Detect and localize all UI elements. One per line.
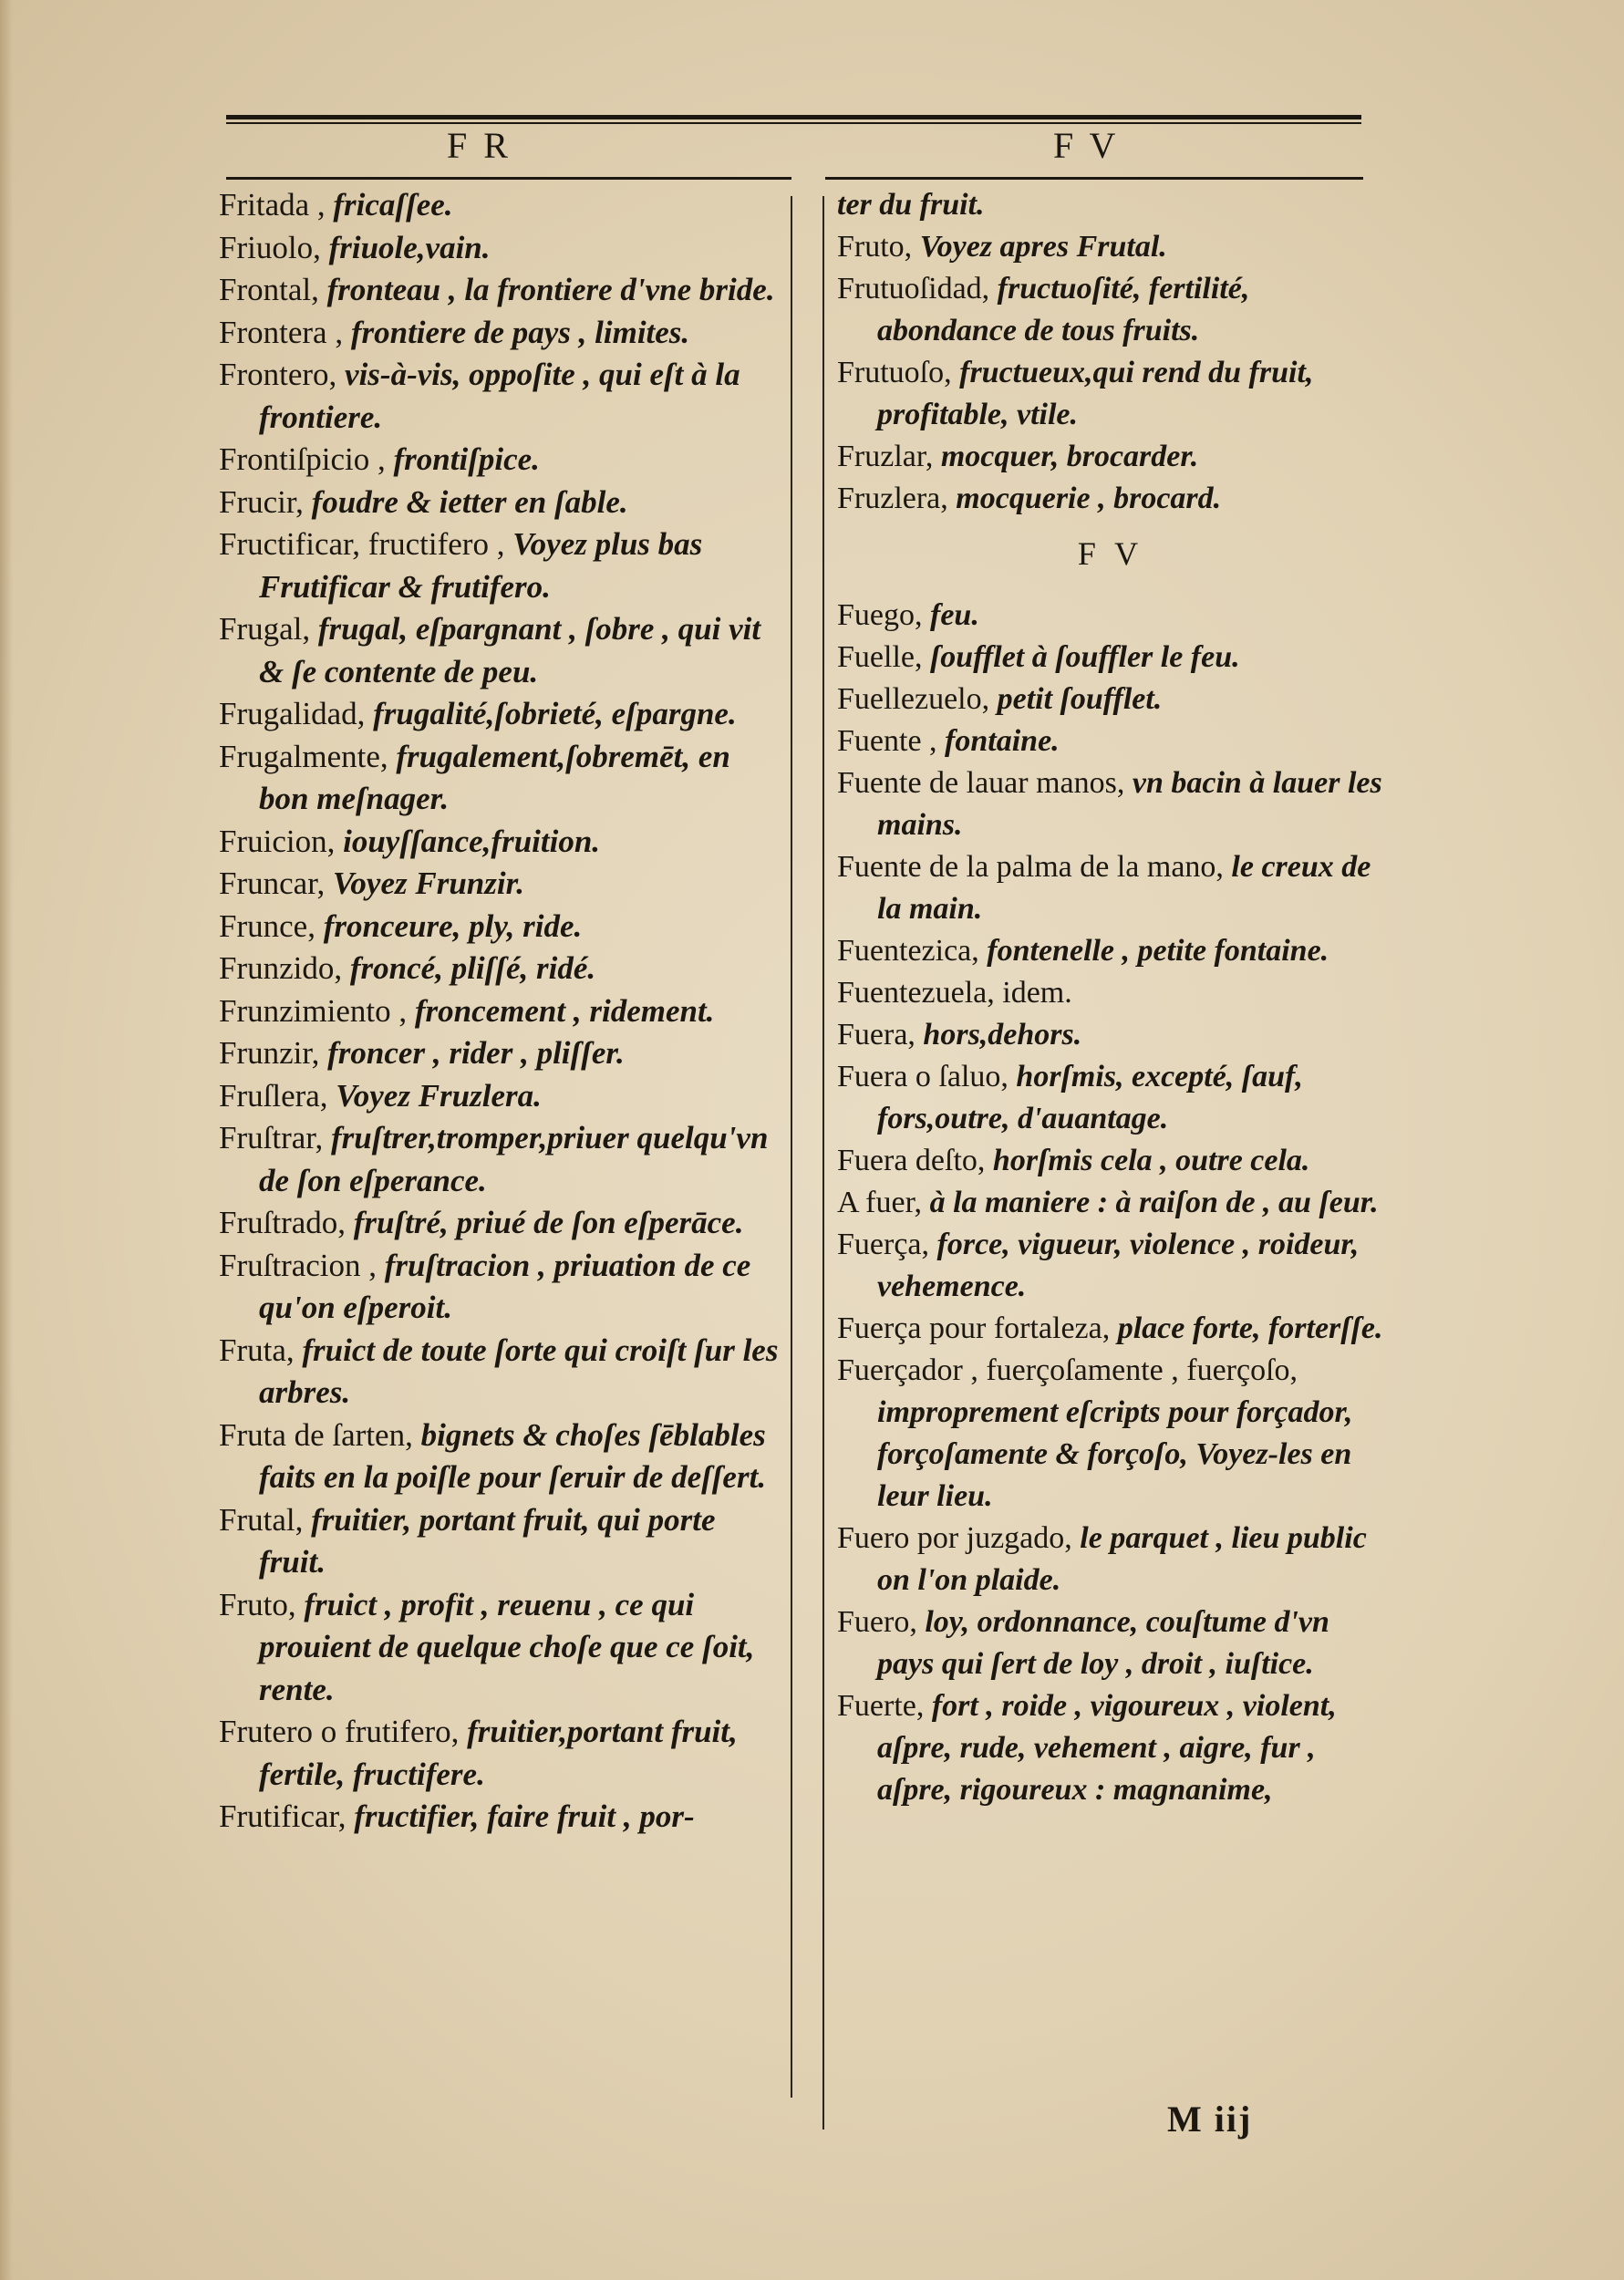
entry-definition: friuole,vain. — [328, 229, 491, 265]
entry-definition: hors,dehors. — [923, 1018, 1082, 1052]
dictionary-entry — [837, 846, 1384, 930]
entry-headword: Fuellezuelo, — [837, 682, 990, 716]
entry-definition: fruitier,portant fruit, fertile, fructifere. — [259, 1714, 738, 1792]
dictionary-entry — [837, 1140, 1384, 1182]
dictionary-entry — [837, 1685, 1384, 1811]
dictionary-entry — [219, 1202, 784, 1245]
entry-headword: Fuera o ſaluo, — [837, 1060, 1009, 1093]
entry-definition: fontaine. — [945, 724, 1060, 758]
entry-definition: ter du fruit. — [837, 188, 985, 222]
dictionary-entry — [837, 1350, 1384, 1518]
entry-headword: Fuerça, — [837, 1228, 930, 1261]
entry-definition: loy, ordonnance, couſtume d'vn pays qui ſert de loy , droit , iuſtice. — [877, 1605, 1329, 1681]
entry-headword: Fruzlar, — [837, 440, 934, 473]
entry-headword: Fuente de lauar manos, — [837, 766, 1125, 800]
entry-headword: Friuolo, — [219, 229, 321, 265]
entry-headword: Frontero, — [219, 357, 337, 392]
entry-headword: Frutuoſidad, — [837, 272, 990, 306]
dictionary-entry — [837, 436, 1384, 478]
entry-definition: fruict , profit , reuenu , ce qui prouient de quelque choſe que ce ſoit, rente. — [259, 1586, 755, 1707]
dictionary-entry — [219, 1499, 784, 1584]
entry-definition: fruſtré, priué de ſon eſperāce. — [353, 1205, 744, 1240]
column-divider-right — [822, 196, 824, 2130]
entry-definition: horſmis, excepté, ſauf, fors,outre, d'auantage. — [877, 1060, 1303, 1135]
dictionary-entry — [837, 1308, 1384, 1350]
dictionary-entry — [837, 268, 1384, 352]
dictionary-entry — [837, 1056, 1384, 1140]
dictionary-entry — [219, 863, 784, 906]
entry-definition: horſmis cela , outre cela. — [992, 1144, 1310, 1177]
entry-definition: Voyez apres Frutal. — [919, 230, 1167, 264]
dictionary-entry — [219, 1415, 784, 1499]
dictionary-entry — [219, 1245, 784, 1330]
entry-definition: Voyez plus bas Frutificar & frutifero. — [259, 526, 703, 605]
left-column — [219, 184, 784, 1839]
entry-definition: fricaſſee. — [333, 187, 453, 223]
dictionary-entry — [219, 736, 784, 821]
entry-headword: Frunce, — [219, 907, 315, 944]
entry-headword: Fruſtrar, — [219, 1120, 324, 1156]
entry-headword: Fuego, — [837, 598, 923, 632]
entry-definition: fructuoſité, fertilité, abondance de tous fruits. — [877, 272, 1250, 347]
entry-definition: à la maniere : à raiſon de , au ſeur. — [929, 1186, 1379, 1219]
entry-headword: Frutero o frutifero, — [219, 1714, 460, 1749]
dictionary-entry — [219, 354, 784, 439]
entry-headword: Fruſtracion , — [219, 1247, 378, 1283]
entry-definition: fronceure, ply, ride. — [323, 907, 583, 944]
entry-definition: frugal, eſpargnant , ſobre , qui vit & ſe contente de peu. — [259, 611, 761, 689]
entry-definition: bignets & choſes ſēblables faits en la poiſle pour ſeruir de deſſert. — [259, 1416, 767, 1495]
dictionary-entry — [219, 990, 784, 1033]
dictionary-entry — [837, 1224, 1384, 1308]
page-shadow-edge — [0, 0, 13, 2280]
entry-definition: frontiere de pays , limites. — [350, 314, 690, 350]
entry-headword: Frugalmente, — [219, 738, 388, 774]
entry-headword: Fuelle, — [837, 640, 923, 674]
entry-headword: Fuerte, — [837, 1689, 925, 1723]
dictionary-entry — [837, 720, 1384, 762]
dictionary-entry — [219, 948, 784, 990]
entry-headword: Frontera , — [219, 314, 344, 350]
entry-headword: Fuero por juzgado, — [837, 1521, 1072, 1555]
entry-definition: le parquet , lieu public on l'on plaide. — [877, 1521, 1367, 1597]
dictionary-entry — [219, 523, 784, 608]
entry-headword: Fuero, — [837, 1605, 917, 1639]
entry-definition: froncement , ridement. — [414, 992, 715, 1029]
dictionary-entry — [837, 1518, 1384, 1601]
entry-headword: Fuentezica, — [837, 934, 979, 968]
dictionary-entry — [837, 1182, 1384, 1224]
entry-definition: vis-à-vis, oppoſite , qui eſt à la frontiere. — [259, 357, 740, 435]
entry-headword: Fuente , — [837, 724, 937, 758]
dictionary-entry — [837, 679, 1384, 720]
dictionary-entry — [219, 227, 784, 270]
dictionary-entry — [837, 930, 1384, 972]
entry-definition: Voyez Fruzlera. — [336, 1077, 542, 1114]
entry-definition: frontiſpice. — [393, 441, 540, 477]
entry-definition: fruſtrer,tromper,priuer quelqu'vn de ſon eſperance. — [259, 1120, 769, 1198]
running-header-left: F R — [447, 125, 512, 166]
entry-definition: iouyſſance,fruition. — [343, 823, 601, 859]
entry-headword: Fructificar, fructifero , — [219, 526, 505, 562]
entry-headword: Frutificar, — [219, 1798, 347, 1834]
entry-headword: Fruta, — [219, 1332, 295, 1368]
dictionary-entry — [219, 269, 784, 312]
entry-headword: Frunzir, — [219, 1035, 320, 1071]
header-rule-left — [226, 177, 791, 180]
entry-definition: fort , roide , vigoureux , violent, aſpre, rude, vehement , aigre, fur , aſpre, rigoureux : magnanime, — [877, 1689, 1337, 1807]
entry-definition: Voyez Frunzir. — [332, 865, 525, 901]
dictionary-entry — [219, 1711, 784, 1796]
right-column-bottom — [837, 595, 1384, 1811]
entry-definition: le creux de la main. — [877, 850, 1371, 926]
dictionary-entry — [219, 1796, 784, 1839]
column-divider-left — [791, 196, 792, 2098]
entry-headword: Fruto, — [219, 1586, 296, 1622]
dictionary-entry — [219, 1117, 784, 1202]
entry-definition: frugalement,ſobremēt, en bon meſnager. — [259, 738, 730, 816]
dictionary-entry — [219, 439, 784, 482]
dictionary-entry — [837, 226, 1384, 268]
dictionary-entry — [219, 184, 784, 227]
section-heading-fv: F V — [1077, 535, 1144, 572]
dictionary-entry — [219, 693, 784, 736]
entry-definition: mocquer, brocarder. — [940, 440, 1199, 473]
entry-headword: Fruzlera, — [837, 482, 948, 515]
dictionary-entry — [837, 1601, 1384, 1685]
entry-definition: fructueux,qui rend du fruit, profitable, vtile. — [877, 356, 1314, 431]
entry-definition: froncé, pliſſé, ridé. — [349, 950, 596, 986]
entry-headword: Fuentezuela, idem. — [837, 976, 1072, 1010]
dictionary-entry — [219, 482, 784, 524]
signature-mark: M iij — [1167, 2099, 1253, 2140]
top-rule-thin — [226, 122, 1361, 124]
entry-definition: mocquerie , brocard. — [956, 482, 1222, 515]
entry-headword: Frontal, — [219, 272, 319, 307]
dictionary-entry — [219, 1075, 784, 1118]
entry-definition: ſoufflet à ſouffler le feu. — [929, 640, 1240, 674]
entry-definition: petit ſoufflet. — [997, 682, 1163, 716]
entry-headword: Frucir, — [219, 483, 304, 520]
running-header-right: F V — [1053, 125, 1120, 166]
entry-headword: Fuera deſto, — [837, 1144, 986, 1177]
entry-definition: feu. — [930, 598, 979, 632]
entry-headword: Fruta de ſarten, — [219, 1416, 413, 1453]
entry-definition: fontenelle , petite fontaine. — [987, 934, 1329, 968]
entry-headword: Frunzido, — [219, 950, 343, 986]
entry-definition: froncer , rider , pliſſer. — [327, 1035, 625, 1071]
top-rule-thick — [226, 115, 1361, 119]
entry-headword: Fruſlera, — [219, 1077, 328, 1114]
dictionary-entry — [219, 821, 784, 864]
entry-headword: Fuera, — [837, 1018, 915, 1052]
dictionary-entry — [219, 1330, 784, 1415]
dictionary-entry — [219, 608, 784, 693]
entry-definition: fruitier, portant fruit, qui porte fruit. — [259, 1501, 716, 1580]
dictionary-entry — [837, 595, 1384, 637]
entry-headword: Frutal, — [219, 1501, 304, 1538]
entry-definition: foudre & ietter en ſable. — [311, 483, 628, 520]
dictionary-entry — [837, 1014, 1384, 1056]
entry-headword: Fruto, — [837, 230, 913, 264]
dictionary-entry — [219, 1584, 784, 1712]
dictionary-entry — [837, 184, 1384, 226]
entry-definition: fruict de toute ſorte qui croiſt ſur les arbres. — [259, 1332, 779, 1410]
dictionary-entry — [219, 312, 784, 355]
entry-headword: Fritada , — [219, 187, 326, 223]
dictionary-entry — [837, 972, 1384, 1014]
entry-headword: Frugal, — [219, 611, 311, 647]
entry-definition: fronteau , la frontiere d'vne bride. — [326, 272, 775, 307]
entry-headword: Frunzimiento , — [219, 992, 408, 1029]
entry-definition: force, vigueur, violence , roideur, vehemence. — [877, 1228, 1360, 1303]
dictionary-entry — [219, 906, 784, 948]
dictionary-entry — [837, 478, 1384, 520]
entry-definition: improprement eſcripts pour forçador, forçoſamente & forçoſo, Voyez-les en leur lieu. — [877, 1395, 1353, 1513]
entry-definition: fructifier, faire fruit , por- — [354, 1798, 695, 1834]
right-column — [837, 184, 1384, 1811]
entry-headword: Fuente de la palma de la mano, — [837, 850, 1224, 884]
entry-definition: vn bacin à lauer les mains. — [877, 766, 1382, 842]
entry-headword: A fuer, — [837, 1186, 923, 1219]
entry-headword: Frutuoſo, — [837, 356, 952, 389]
dictionary-entry — [219, 1032, 784, 1075]
header-rule-right — [825, 177, 1363, 180]
entry-headword: Fruicion, — [219, 823, 336, 859]
dictionary-entry — [837, 762, 1384, 846]
entry-headword: Fruncar, — [219, 865, 326, 901]
right-column-top — [837, 184, 1384, 520]
entry-definition: fruſtracion , priuation de ce qu'on eſperoit. — [259, 1247, 751, 1325]
entry-headword: Fruſtrado, — [219, 1205, 347, 1240]
dictionary-entry — [837, 637, 1384, 679]
entry-headword: Frugalidad, — [219, 696, 366, 731]
entry-headword: Frontiſpicio , — [219, 441, 386, 477]
entry-headword: Fuerçador , fuerçoſamente , fuerçoſo, — [837, 1353, 1298, 1387]
entry-definition: frugalité,ſobrieté, eſpargne. — [373, 696, 737, 731]
entry-headword: Fuerça pour fortaleza, — [837, 1311, 1111, 1345]
entry-definition: place forte, forterſſe. — [1117, 1311, 1383, 1345]
dictionary-entry — [837, 352, 1384, 436]
